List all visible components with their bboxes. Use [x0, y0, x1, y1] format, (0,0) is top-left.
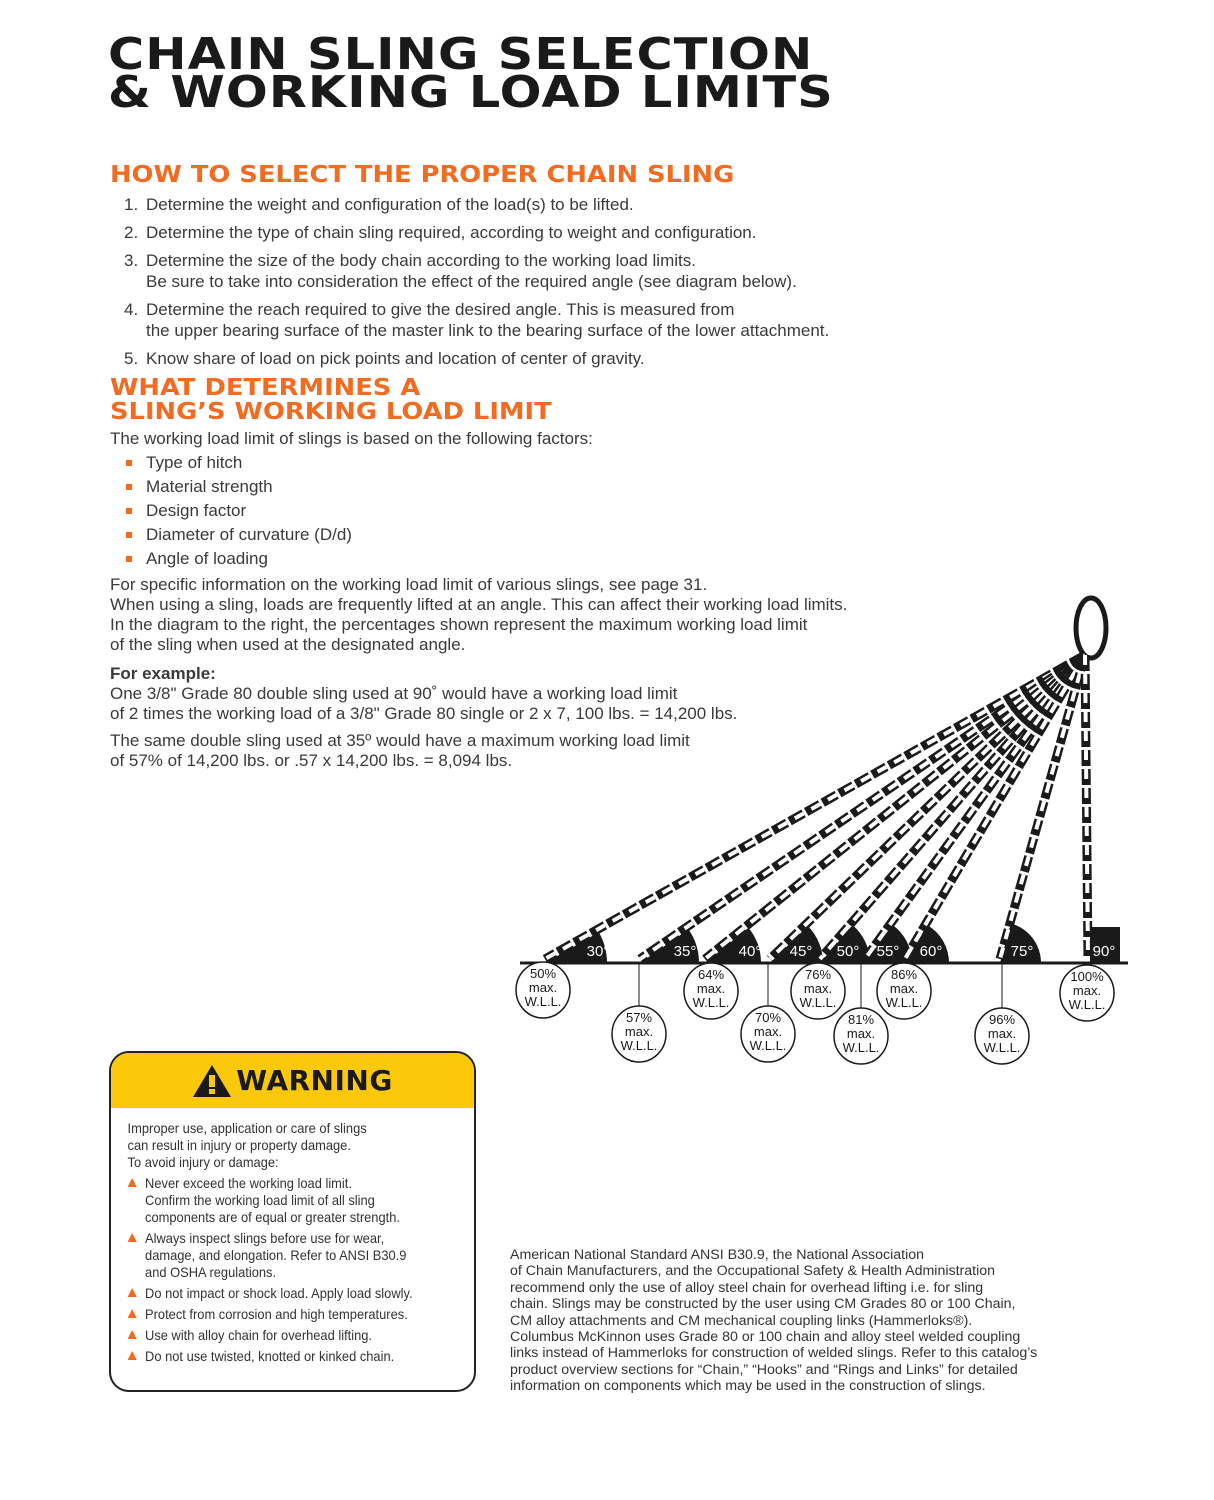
triangle-bullet-icon: [128, 1178, 137, 1187]
text-line: Determine the type of chain sling required, according to weight and configuration.: [146, 223, 757, 242]
callout-text: 76%: [804, 967, 832, 982]
text-line: For specific information on the working load limit of various slings, see page 31.: [110, 575, 708, 594]
callout-text: 100%: [1070, 969, 1104, 984]
factor-item: Design factor: [124, 499, 352, 523]
callout-text: 86%: [890, 967, 918, 982]
warning-intro: [128, 1120, 468, 1171]
factor-item: Angle of loading: [124, 547, 352, 571]
warning-items: [128, 1175, 468, 1365]
text-line: The same double sling used at 35º would have a maximum working load limit: [110, 731, 690, 750]
callout-text: 50%: [529, 966, 557, 981]
warning-header: [111, 1053, 474, 1108]
text-line: of 57% of 14,200 lbs. or .57 x 14,200 lbs. = 8,094 lbs.: [110, 751, 513, 770]
callout-text: W.L.L.: [1068, 997, 1106, 1012]
text-line: American National Standard ANSI B30.9, the National Association: [510, 1247, 925, 1263]
text-line: Confirm the working load limit of all sling: [145, 1192, 375, 1208]
text-line: information on components which may be used in the construction of slings.: [510, 1378, 986, 1395]
step-number: 2.: [124, 223, 139, 242]
text-line: product overview sections for “Chain,” “Hooks” and “Rings and Links” for detailed: [510, 1361, 1018, 1378]
callout-text: max.: [696, 981, 726, 996]
callout-text: W.L.L.: [692, 995, 730, 1010]
callout-text: 81%: [847, 1012, 875, 1027]
callout-text: max.: [889, 981, 919, 996]
warning-item: [128, 1348, 468, 1365]
select-heading: HOW TO SELECT THE PROPER CHAIN SLING: [110, 162, 735, 188]
example-label: For example:: [110, 664, 216, 683]
text-line: Be sure to take into consideration the effect of the required angle (see diagram below).: [146, 272, 797, 291]
factor-item: Type of hitch: [124, 451, 352, 475]
sling-leg-1: [612, 655, 1085, 1062]
text-line: can result in injury or property damage.: [127, 1137, 351, 1153]
callout-text: max.: [528, 980, 558, 995]
text-line: When using a sling, loads are frequently lifted at an angle. This can affect their working load limits.: [110, 595, 848, 614]
text-line: Determine the size of the body chain according to the working load limits.: [146, 251, 696, 270]
angle-label: 30°: [586, 943, 610, 960]
triangle-bullet-icon: [128, 1233, 137, 1242]
angle-label: 35°: [673, 943, 697, 960]
text-line: of 2 times the working load of a 3/8" Grade 80 single or 2 x 7, 100 lbs. = 14,200 lbs.: [110, 704, 738, 723]
angle-label: 40°: [738, 943, 762, 960]
text-line: the upper bearing surface of the master link to the bearing surface of the lower attachment.: [146, 321, 830, 340]
heading-line: SLING’S WORKING LOAD LIMIT: [110, 399, 552, 425]
text-line: CM alloy attachments and CM mechanical coupling links (Hammerloks®).: [510, 1312, 973, 1329]
triangle-bullet-icon: [128, 1288, 137, 1297]
angle-label: 60°: [919, 943, 943, 960]
callout-text: max.: [803, 981, 833, 996]
text-line: Always inspect slings before use for wear,: [145, 1230, 385, 1246]
text-line: recommend only the use of alloy steel chain for overhead lifting i.e. for sling: [510, 1279, 984, 1296]
callout-text: max.: [1072, 983, 1102, 998]
wll-intro: The working load limit of slings is based on the following factors:: [110, 429, 593, 448]
callout-text: W.L.L.: [620, 1038, 658, 1053]
step-number: 5.: [124, 349, 139, 368]
warning-item: [128, 1175, 468, 1226]
callout-text: 96%: [988, 1012, 1016, 1027]
callout-text: max.: [624, 1024, 654, 1039]
step-number: 3.: [124, 251, 139, 270]
text-line: Know share of load on pick points and location of center of gravity.: [146, 349, 645, 368]
triangle-bullet-icon: [128, 1309, 137, 1318]
callout-text: max.: [987, 1026, 1017, 1041]
text-line: Protect from corrosion and high temperatures.: [145, 1306, 408, 1322]
callout-text: W.L.L.: [842, 1040, 880, 1055]
callout-text: W.L.L.: [983, 1040, 1021, 1055]
callout-text: 57%: [625, 1010, 653, 1025]
factor-item: Diameter of curvature (D/d): [124, 523, 352, 547]
callout-text: max.: [753, 1024, 783, 1039]
text-line: Determine the weight and configuration of the load(s) to be lifted.: [146, 195, 634, 214]
text-line: components are of equal or greater strength.: [145, 1209, 400, 1225]
text-line: links instead of Hammerloks for construction of welded slings. Refer to this catalog’s: [510, 1345, 1038, 1362]
text-line: To avoid injury or damage:: [127, 1154, 279, 1170]
factor-item: Material strength: [124, 475, 352, 499]
callout-text: W.L.L.: [885, 995, 923, 1010]
angle-label: 55°: [876, 943, 900, 960]
text-line: Use with alloy chain for overhead lifting.: [145, 1327, 372, 1343]
warning-item: [128, 1230, 468, 1281]
text-line: chain. Slings may be constructed by the user using CM Grades 80 or 100 Chain,: [510, 1296, 1016, 1313]
text-line: Do not use twisted, knotted or kinked chain.: [145, 1348, 395, 1364]
text-line: Do not impact or shock load. Apply load slowly.: [145, 1285, 413, 1301]
triangle-bullet-icon: [128, 1330, 137, 1339]
step-number: 4.: [124, 300, 139, 319]
text-line: and OSHA regulations.: [145, 1264, 277, 1280]
callout-text: 70%: [754, 1010, 782, 1025]
warning-item: [128, 1306, 468, 1323]
title-line: & WORKING LOAD LIMITS: [108, 67, 834, 118]
warning-triangle-icon: [192, 1064, 232, 1098]
step-number: 1.: [124, 195, 139, 214]
text-line: One 3/8" Grade 80 double sling used at 90˚ would have a working load limit: [110, 684, 678, 703]
chain-icon: [705, 655, 1085, 959]
angle-label: 45°: [789, 943, 813, 960]
text-line: In the diagram to the right, the percentages shown represent the maximum working load limit: [110, 615, 808, 634]
callout-text: W.L.L.: [524, 994, 562, 1009]
callout-text: max.: [846, 1026, 876, 1041]
callout-text: W.L.L.: [749, 1038, 787, 1053]
text-line: of the sling when used at the designated angle.: [110, 635, 466, 654]
text-line: Improper use, application or care of slings: [127, 1120, 367, 1136]
text-line: Columbus McKinnon uses Grade 80 or 100 chain and alloy steel welded coupling: [510, 1329, 1021, 1346]
warning-item: [128, 1327, 468, 1344]
angle-label: 50°: [836, 943, 860, 960]
ansi-note: [510, 1247, 1110, 1395]
callout-text: 64%: [697, 967, 725, 982]
warning-body: [111, 1108, 476, 1365]
warning-title: WARNING: [236, 1064, 393, 1097]
title-line: CHAIN SLING SELECTION: [108, 29, 814, 80]
angle-label: 75°: [1010, 943, 1034, 960]
text-line: Determine the reach required to give the desired angle. This is measured from: [146, 300, 735, 319]
warning-item: [128, 1285, 468, 1302]
warning-box: [109, 1051, 476, 1392]
triangle-bullet-icon: [128, 1351, 137, 1360]
text-line: damage, and elongation. Refer to ANSI B30.9: [145, 1247, 407, 1263]
heading-line: WHAT DETERMINES A: [110, 375, 421, 401]
text-line: of Chain Manufacturers, and the Occupational Safety & Health Administration: [510, 1263, 996, 1280]
angle-label: 90°: [1092, 943, 1116, 960]
text-line: Never exceed the working load limit.: [145, 1175, 352, 1191]
callout-text: W.L.L.: [799, 995, 837, 1010]
